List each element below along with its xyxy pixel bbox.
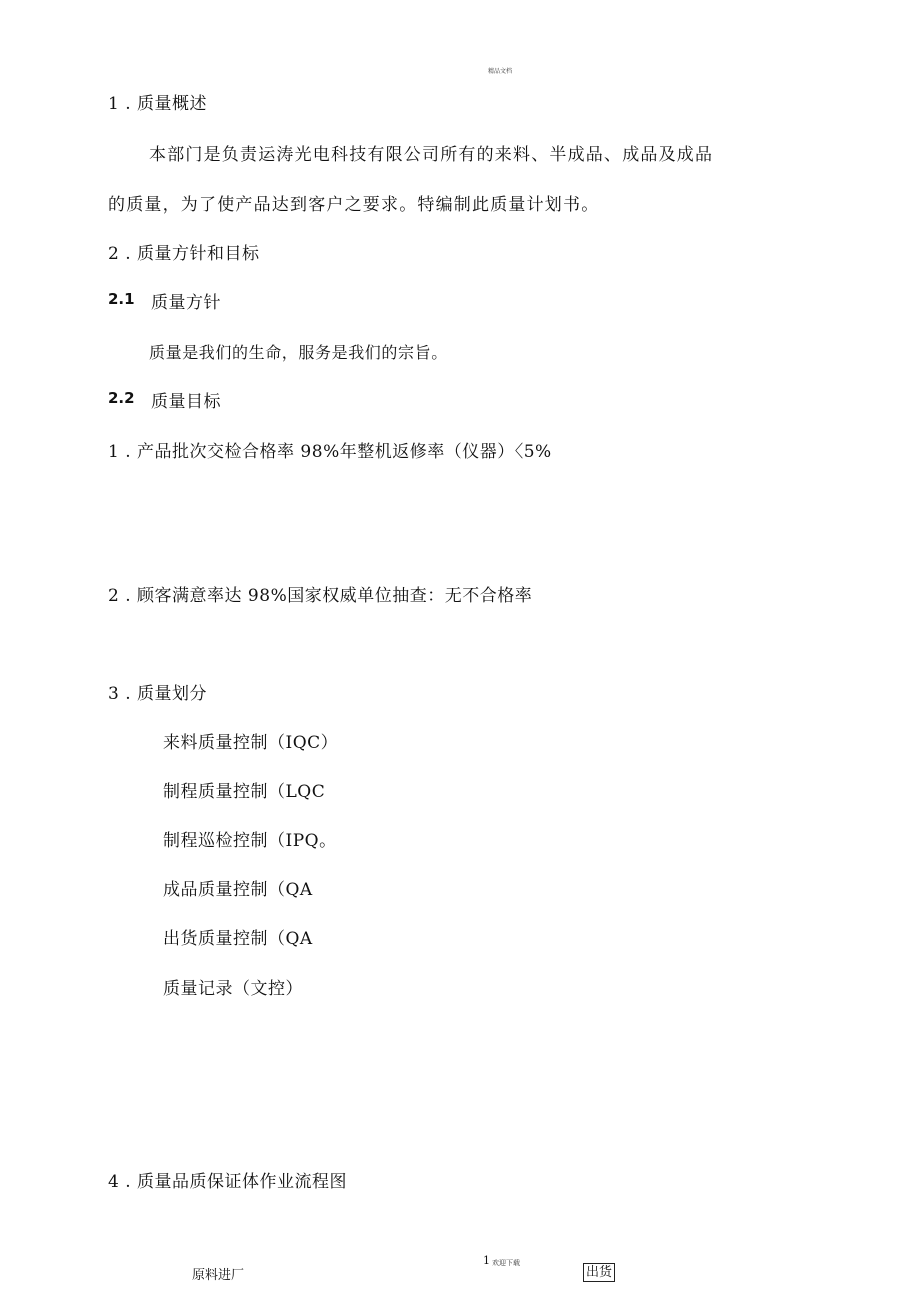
footer-download-text: 欢迎下载 bbox=[492, 1259, 520, 1267]
quality-division-item: 来料质量控制（IQC） bbox=[163, 733, 339, 753]
quality-division-item: 出货质量控制（QA bbox=[163, 929, 313, 949]
section-2-2-title: 质量目标 bbox=[151, 392, 221, 412]
quality-goal-1: 1 . 产品批次交检合格率 98%年整机返修率（仪器）〈5% bbox=[108, 442, 552, 462]
flowchart-end-node: 出货 bbox=[583, 1263, 615, 1282]
page-header-mark: 精品文档 bbox=[488, 68, 513, 75]
section-2-1-title: 质量方针 bbox=[151, 293, 221, 313]
section-1-paragraph-line-1: 本部门是负责运涛光电科技有限公司所有的来料、半成品、成品及成品 bbox=[149, 145, 714, 165]
flowchart-start-node: 原料进厂 bbox=[192, 1268, 245, 1283]
section-3-title: 3 . 质量划分 bbox=[108, 684, 208, 704]
section-1-title: 1 . 质量概述 bbox=[108, 94, 208, 114]
quality-division-item: 制程质量控制（LQC bbox=[163, 782, 326, 802]
section-2-1-number: 2.1 bbox=[108, 290, 135, 308]
footer-page-number: 1 bbox=[483, 1254, 490, 1267]
section-2-2-number: 2.2 bbox=[108, 389, 135, 407]
quality-division-item: 成品质量控制（QA bbox=[163, 880, 313, 900]
section-1-paragraph-line-2: 的质量，为了使产品达到客户之要求。特编制此质量计划书。 bbox=[108, 195, 600, 215]
quality-division-item: 质量记录（文控） bbox=[163, 979, 303, 999]
section-4-title: 4 . 质量品质保证体作业流程图 bbox=[108, 1172, 348, 1192]
section-2-title: 2 . 质量方针和目标 bbox=[108, 244, 260, 264]
section-2-1-text: 质量是我们的生命，服务是我们的宗旨。 bbox=[149, 343, 448, 362]
quality-goal-2: 2 . 顾客满意率达 98%国家权威单位抽查：无不合格率 bbox=[108, 586, 533, 606]
quality-division-item: 制程巡检控制（IPQ。 bbox=[163, 831, 337, 851]
